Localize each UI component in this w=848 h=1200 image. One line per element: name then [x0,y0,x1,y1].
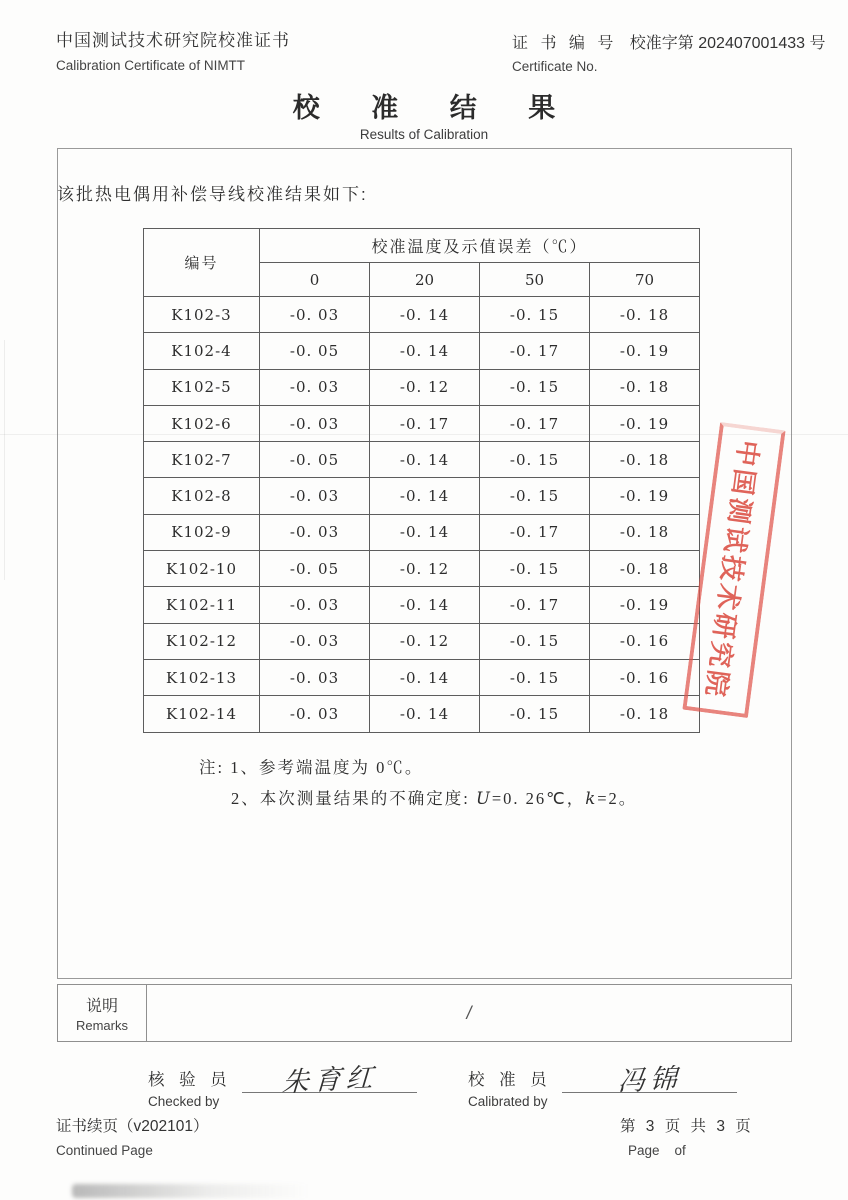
org-title-en: Calibration Certificate of NIMTT [56,58,246,73]
id-column-header: 编号 [144,229,260,297]
header-right [512,30,825,74]
uncertainty-symbol: U [475,789,492,808]
footer-left-en: Continued Page [56,1143,153,1158]
remarks-label-cell [58,985,147,1041]
footer-page-number-en: Page of [628,1143,686,1158]
value-cell: -0. 03 [260,369,370,405]
calibrated-by-labels [468,1054,552,1109]
value-cell: -0. 05 [260,333,370,369]
remarks-content: / [466,1002,472,1023]
value-cell: -0. 16 [590,623,700,659]
page-title-en: Results of Calibration [359,127,489,142]
table-row [144,659,700,695]
value-cell: -0. 05 [260,442,370,478]
value-cell: -0. 14 [370,333,480,369]
value-cell: -0. 19 [590,478,700,514]
coverage-factor-value: =2。 [597,789,638,808]
value-cell: -0. 15 [480,297,590,333]
official-seal-text: 中国测试技术研究院 [700,438,765,702]
value-cell: -0. 19 [590,405,700,441]
row-id-cell: K102-4 [144,333,260,369]
value-cell: -0. 03 [260,623,370,659]
value-cell: -0. 15 [480,659,590,695]
org-title-cn: 中国测试技术研究院校准证书 [56,31,290,50]
span-column-header: 校准温度及示值误差（℃） [260,229,700,263]
row-id-cell: K102-13 [144,659,260,695]
value-cell: -0. 03 [260,587,370,623]
value-cell: -0. 17 [480,514,590,550]
footer-left [56,1114,208,1158]
uncertainty-value: =0. 26℃， [491,789,586,808]
scan-artifact-edge [4,340,5,580]
table-row [144,369,700,405]
row-id-cell: K102-14 [144,696,260,732]
value-cell: -0. 15 [480,551,590,587]
value-cell: -0. 15 [480,369,590,405]
value-cell: -0. 18 [590,696,700,732]
temp-header-20: 20 [370,263,480,297]
value-cell: -0. 16 [590,659,700,695]
checked-by-signature: 朱育红 [281,1062,379,1099]
value-cell: -0. 18 [590,442,700,478]
calibrated-by-signature-line [562,1054,737,1098]
remarks-box [57,984,792,1042]
certificate-number-value: 校准字第 202407001433 号 [629,35,826,52]
note-line-2 [231,785,637,809]
page-title-cn: 校 准 结 果 [292,93,578,123]
checked-by-label-en: Checked by [148,1094,220,1109]
checked-by-group [148,1054,417,1109]
calibration-results-table [143,228,700,733]
value-cell: -0. 03 [260,514,370,550]
value-cell: -0. 19 [590,333,700,369]
temp-header-70: 70 [590,263,700,297]
value-cell: -0. 17 [370,405,480,441]
table-row [144,333,700,369]
checked-by-signature-line [242,1054,417,1099]
table-row [144,696,700,732]
row-id-cell: K102-6 [144,405,260,441]
checked-by-labels [148,1054,232,1109]
value-cell: -0. 03 [260,478,370,514]
table-row [144,405,700,441]
row-id-cell: K102-9 [144,514,260,550]
row-id-cell: K102-12 [144,623,260,659]
remarks-label-en: Remarks [75,1018,128,1033]
value-cell: -0. 05 [260,551,370,587]
row-id-cell: K102-8 [144,478,260,514]
temp-header-50: 50 [480,263,590,297]
value-cell: -0. 18 [590,297,700,333]
row-id-cell: K102-7 [144,442,260,478]
value-cell: -0. 18 [590,514,700,550]
note-line-1: 注: 1、参考端温度为 0℃。 [199,758,424,777]
value-cell: -0. 03 [260,297,370,333]
footer-page-number-cn: 第 3 页 共 3 页 [620,1118,754,1135]
value-cell: -0. 14 [370,696,480,732]
value-cell: -0. 17 [480,405,590,441]
table-row [144,623,700,659]
certificate-number-line [512,30,825,53]
value-cell: -0. 15 [480,696,590,732]
value-cell: -0. 14 [370,514,480,550]
value-cell: -0. 14 [370,659,480,695]
footer-right [620,1114,754,1158]
intro-text: 该批热电偶用补偿导线校准结果如下: [57,185,368,204]
row-id-cell: K102-10 [144,551,260,587]
coverage-factor-symbol: k [585,789,598,808]
value-cell: -0. 14 [370,297,480,333]
row-id-cell: K102-3 [144,297,260,333]
value-cell: -0. 15 [480,623,590,659]
value-cell: -0. 15 [480,478,590,514]
row-id-cell: K102-5 [144,369,260,405]
scan-artifact-line [0,434,848,435]
footer-left-cn: 证书续页（v202101） [56,1118,209,1135]
calibrated-by-signature: 冯锦 [617,1063,683,1098]
checked-by-label-cn: 核 验 员 [148,1071,232,1089]
note-line-2-prefix: 2、本次测量结果的不确定度: [231,789,476,808]
certificate-number-label-cn: 证 书 编 号 [512,35,618,52]
table-header-row-1 [144,229,700,263]
value-cell: -0. 12 [370,551,480,587]
row-id-cell: K102-11 [144,587,260,623]
table-row [144,514,700,550]
value-cell: -0. 14 [370,478,480,514]
calibrated-by-label-cn: 校 准 员 [468,1071,552,1089]
value-cell: -0. 18 [590,369,700,405]
value-cell: -0. 03 [260,659,370,695]
signature-row [0,1054,848,1114]
value-cell: -0. 14 [370,587,480,623]
table-row [144,478,700,514]
temp-header-0: 0 [260,263,370,297]
scan-artifact-smudge [72,1184,322,1198]
value-cell: -0. 19 [590,587,700,623]
value-cell: -0. 03 [260,405,370,441]
calibrated-by-label-en: Calibrated by [468,1094,548,1109]
certificate-number-label-en: Certificate No. [512,59,598,74]
value-cell: -0. 17 [480,333,590,369]
remarks-label-cn: 说明 [85,998,118,1015]
value-cell: -0. 12 [370,623,480,659]
header-left [56,26,290,73]
value-cell: -0. 12 [370,369,480,405]
value-cell: -0. 15 [480,442,590,478]
value-cell: -0. 14 [370,442,480,478]
value-cell: -0. 17 [480,587,590,623]
table-row [144,551,700,587]
table-row [144,297,700,333]
calibrated-by-group [468,1054,737,1109]
value-cell: -0. 18 [590,551,700,587]
table-row [144,587,700,623]
value-cell: -0. 03 [260,696,370,732]
table-row [144,442,700,478]
